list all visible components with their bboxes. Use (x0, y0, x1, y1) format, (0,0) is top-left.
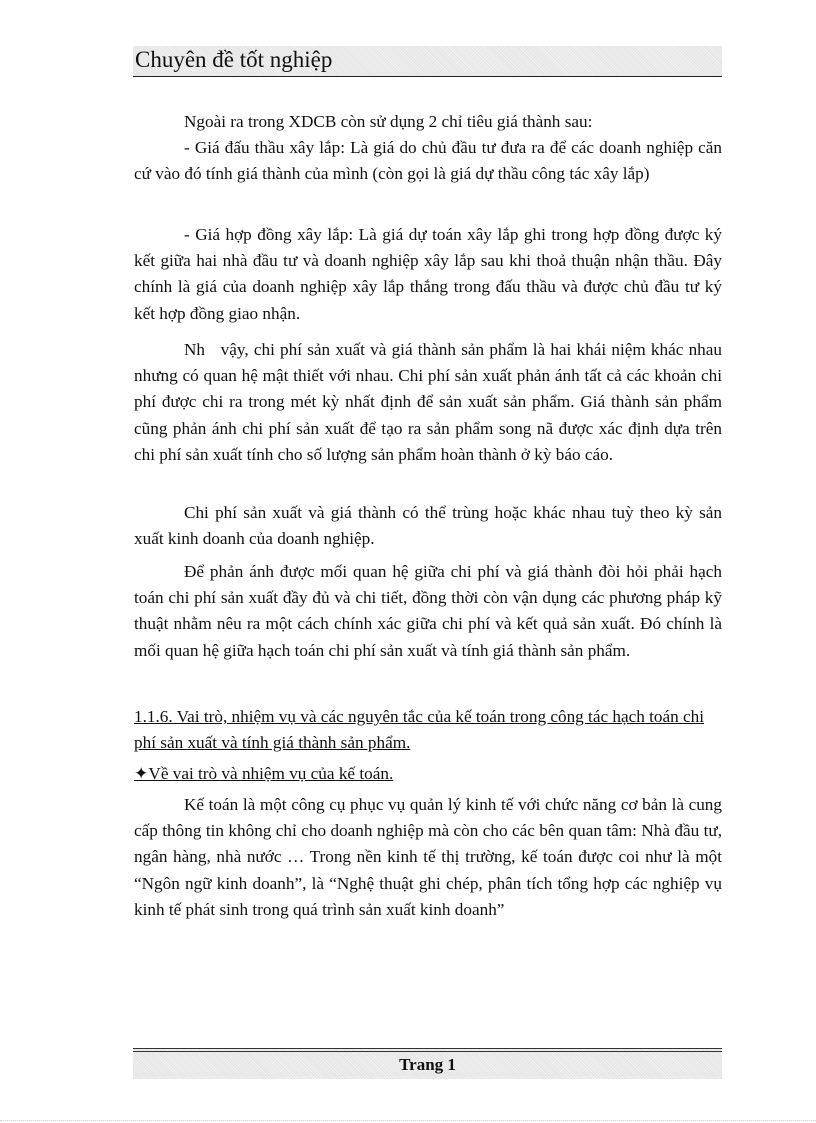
header-title: Chuyên đề tốt nghiệp (135, 47, 333, 72)
paragraph-coincide: Chi phí sản xuất và giá thành có thể trùng hoặc khác nhau tuỳ theo kỳ sản xuất kinh doanh của doanh nghiệp. (134, 503, 722, 549)
paragraph-intro: Ngoài ra trong XDCB còn sử dụng 2 chỉ tiêu giá thành sau: (184, 112, 593, 131)
section-heading: 1.1.6. Vai trò, nhiệm vụ và các nguyên tắc của kế toán trong công tác hạch toán chi phí sản xuất và tính giá thành sản phẩm. (134, 707, 705, 753)
page-number: Trang 1 (399, 1055, 456, 1074)
paragraph-bid-price: - Giá đấu thầu xây lắp: Là giá do chủ đầu tư đưa ra để các doanh nghiệp căn cứ vào đó tính giá thành của mình (còn gọi là giá dự thầu công tác xây lắp) (134, 138, 722, 184)
page-header (133, 46, 722, 77)
paragraph-cost-vs-price: Nh vậy, chi phí sản xuất và giá thành sản phẩm là hai khái niệm khác nhau nhưng có quan hệ mật thiết với nhau. Chi phí sản xuất phản ánh tất cả các khoản chi phí được chi ra trong mét kỳ nhất định để sản xuất sản phẩm. Giá thành sản phẩm cũng phản ánh chi phí sản xuất để tạo ra sản phẩm song nã được xác định dựa trên chi phí sản xuất tính cho số lượng sản phẩm hoàn thành ở kỳ báo cáo. (134, 340, 727, 464)
page-edge-divider (0, 1120, 816, 1121)
paragraph-contract-price: - Giá hợp đồng xây lắp: Là giá dự toán xây lắp ghi trong hợp đồng được ký kết giữa hai nhà đầu tư và doanh nghiệp xây lắp sau khi thoả thuận nhận thầu. Đây chính là giá của doanh nghiệp xây lắp thắng trong đấu thầu và được chủ đầu tư ký kết hợp đồng giao nhận. (134, 225, 722, 323)
paragraph-relationship: Để phản ánh được mối quan hệ giữa chi phí và giá thành đòi hỏi phải hạch toán chi phí sản xuất đầy đủ và chi tiết, đồng thời còn vận dụng các phương pháp kỹ thuật nhằm nêu ra một cách chính xác giữa chi phí và kết quả sản xuất. Đó chính là mối quan hệ giữa hạch toán chi phí sản xuất và tính giá thành sản phẩm. (134, 562, 722, 660)
paragraph-accounting-role: Kế toán là một công cụ phục vụ quản lý kinh tế với chức năng cơ bản là cung cấp thông tin không chỉ cho doanh nghiệp mà còn cho các bên quan tâm: Nhà đầu tư, ngân hàng, nhà nước … Trong nền kinh tế thị trường, kế toán được coi như là một “Ngôn ngữ kinh doanh”, là “Nghệ thuật ghi chép, phân tích tổng hợp các nghiệp vụ kinh tế phát sinh trong quá trình sản xuất kinh doanh” (134, 795, 722, 919)
page-footer (133, 1048, 722, 1079)
subsection-heading: ✦Về vai trò và nhiệm vụ của kế toán. (134, 764, 394, 783)
